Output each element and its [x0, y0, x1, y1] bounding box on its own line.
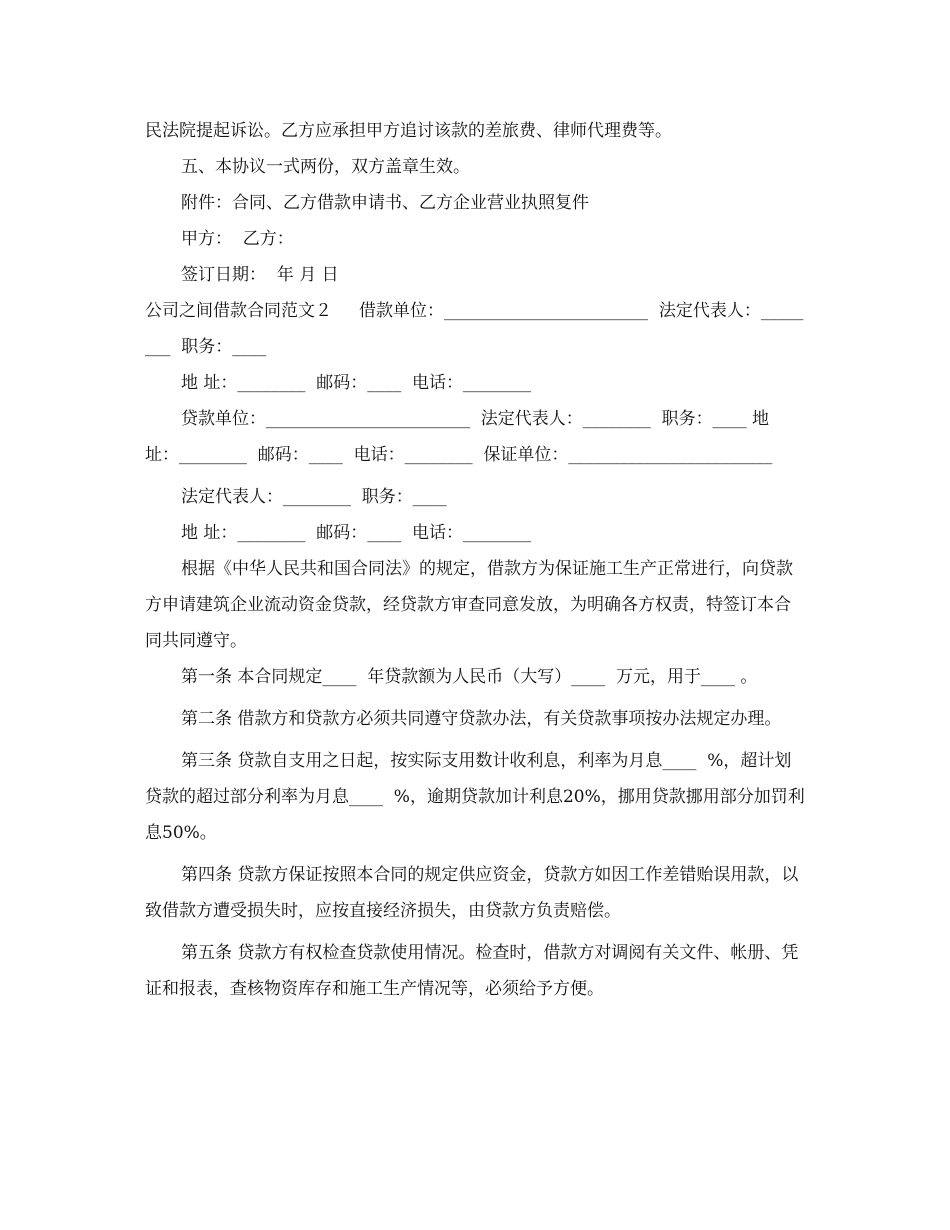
paragraph-guarantor-representative: 法定代表人：________ 职务：____: [181, 487, 447, 507]
paragraph-article-1: 第一条 本合同规定____ 年贷款额为人民币（大写）____ 万元，用于____ 。: [181, 667, 758, 687]
paragraph-sign-date: 签订日期： 年 月 日: [181, 265, 339, 285]
paragraph-contract-title-borrower: 公司之间借款合同范文２ 借款单位：________________________ 法定代表人：________ 职务：____: [145, 301, 804, 357]
paragraph-article-5: 第五条 贷款方有权检查贷款使用情况。检查时，借款方对调阅有关文件、帐册、凭证和报表，查核物资库存和施工生产情况等，必须给予方便。: [145, 943, 799, 999]
paragraph-parties: 甲方： 乙方：: [181, 229, 294, 249]
paragraph-article-4: 第四条 贷款方保证按照本合同的规定供应资金，贷款方如因工作差错贻误用款，以致借款方遭受损失时，应按直接经济损失，由贷款方负责赔偿。: [145, 865, 799, 921]
paragraph-lender-guarantor: 贷款单位：________________________ 法定代表人：________ 职务：____ 地 址：________ 邮码：____ 电话：________ 保证单位：________________________: [145, 409, 775, 465]
paragraph-article-3: 第三条 贷款自支用之日起，按实际支用数计收利息，利率为月息____ %，超计划贷款的超过部分利率为月息____ %，逾期贷款加计利息20%，挪用贷款挪用部分加罚利息50%。: [145, 751, 805, 843]
paragraph-article-2: 第二条 借款方和贷款方必须共同遵守贷款办法，有关贷款事项按办法规定办理。: [181, 709, 782, 729]
paragraph-preamble: 根据《中华人民共和国合同法》的规定，借款方为保证施工生产正常进行，向贷款方申请建筑企业流动资金贷款，经贷款方审查同意发放，为明确各方权责，特签订本合同共同遵守。: [145, 559, 793, 651]
paragraph-attachments: 附件：合同、乙方借款申请书、乙方企业营业执照复件: [181, 193, 589, 213]
paragraph-lawsuit-costs: 民法院提起诉讼。乙方应承担甲方追讨该款的差旅费、律师代理费等。: [145, 121, 672, 141]
paragraph-guarantor-address: 地 址：________ 邮码：____ 电话：________: [181, 523, 532, 543]
paragraph-borrower-address: 地 址：________ 邮码：____ 电话：________: [181, 373, 532, 393]
document-body: [145, 113, 805, 1007]
paragraph-two-copies: 五、本协议一式两份，双方盖章生效。: [181, 157, 470, 177]
